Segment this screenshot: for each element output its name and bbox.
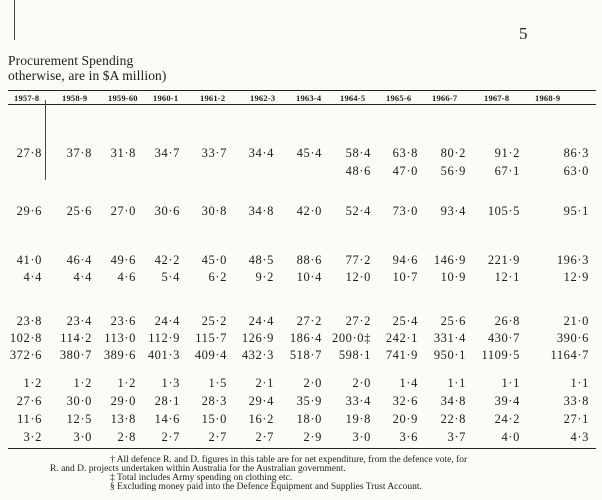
table-cell: 598·1 — [338, 348, 371, 362]
scan-artifact — [14, 0, 15, 40]
table-cell: 2·7 — [208, 430, 227, 444]
table-cell: 35·9 — [296, 394, 322, 408]
table-cell: 4·4 — [23, 270, 42, 284]
table-cell: 105·5 — [487, 204, 520, 218]
column-header: 1963-4 — [296, 93, 322, 103]
table-cell: 31·8 — [110, 146, 136, 160]
table-cell: 4·0 — [501, 430, 520, 444]
table-cell: 113·0 — [104, 331, 136, 345]
table-cell: 32·6 — [392, 394, 418, 408]
table-cell: 16·2 — [248, 412, 274, 426]
table-cell: 95·1 — [563, 204, 589, 218]
table-cell: 56·9 — [440, 164, 466, 178]
table-cell: 39·4 — [494, 394, 520, 408]
table-cell: 146·9 — [433, 253, 466, 267]
table-cell: 45·0 — [201, 253, 227, 267]
table-cell: 24·2 — [494, 412, 520, 426]
table-cell: 518·7 — [289, 348, 322, 362]
table-cell: 33·4 — [345, 394, 371, 408]
table-cell: 114·2 — [60, 331, 92, 345]
table-cell: 1164·7 — [550, 348, 589, 362]
table-cell: 221·9 — [487, 253, 520, 267]
table-cell: 80·2 — [440, 146, 466, 160]
table-cell: 950·1 — [433, 348, 466, 362]
table-cell: 29·0 — [110, 394, 136, 408]
table-cell: 47·0 — [392, 164, 418, 178]
table-cell: 10·7 — [392, 270, 418, 284]
column-header: 1968-9 — [535, 93, 561, 103]
table-cell: 41·0 — [16, 253, 42, 267]
table-cell: 23·4 — [66, 314, 92, 328]
table-cell: 430·7 — [487, 331, 520, 345]
table-cell: 1·2 — [23, 376, 42, 390]
table-cell: 29·4 — [248, 394, 274, 408]
table-cell: 1·1 — [501, 376, 520, 390]
table-cell: 42·0 — [296, 204, 322, 218]
table-cell: 19·8 — [345, 412, 371, 426]
table-cell: 4·4 — [73, 270, 92, 284]
table-cell: 4·3 — [570, 430, 589, 444]
table-cell: 28·1 — [154, 394, 180, 408]
table-cell: 3·0 — [352, 430, 371, 444]
table-cell: 27·2 — [345, 314, 371, 328]
table-cell: 196·3 — [556, 253, 589, 267]
footnote-dagger-cont: R. and D. projects undertaken within Australia for the Australian government. — [50, 464, 346, 474]
table-cell: 25·2 — [201, 314, 227, 328]
table-cell: 3·2 — [23, 430, 42, 444]
table-cell: 21·0 — [563, 314, 589, 328]
footnote-double-dagger: ‡ Total includes Army spending on clothing etc. — [110, 473, 293, 483]
table-cell: 6·2 — [208, 270, 227, 284]
table-cell: 115·7 — [195, 331, 227, 345]
table-cell: 10·4 — [296, 270, 322, 284]
table-cell: 67·1 — [494, 164, 520, 178]
table-cell: 186·4 — [289, 331, 322, 345]
table-cell: 23·6 — [110, 314, 136, 328]
table-cell: 2·1 — [255, 376, 274, 390]
column-header: 1966-7 — [432, 93, 458, 103]
table-cell: 33·7 — [201, 146, 227, 160]
table-cell: 42·2 — [154, 253, 180, 267]
table-cell: 389·6 — [103, 348, 136, 362]
table-cell: 25·4 — [392, 314, 418, 328]
table-cell: 28·3 — [201, 394, 227, 408]
table-cell: 20·9 — [392, 412, 418, 426]
table-cell: 432·3 — [241, 348, 274, 362]
table-cell: 13·8 — [110, 412, 136, 426]
table-cell: 63·0 — [563, 164, 589, 178]
table-cell: 34·8 — [248, 204, 274, 218]
table-title: Procurement Spending — [8, 53, 134, 68]
table-cell: 1·1 — [570, 376, 589, 390]
table-cell: 37·8 — [66, 146, 92, 160]
column-header: 1964-5 — [340, 93, 366, 103]
table-cell: 29·6 — [16, 204, 42, 218]
footnote-section: § Excluding money paid into the Defence Equipment and Supplies Trust Account. — [110, 482, 422, 492]
table-cell: 25·6 — [66, 204, 92, 218]
table-cell: 1·1 — [447, 376, 466, 390]
table-cell: 372·6 — [9, 348, 42, 362]
table-cell: 34·4 — [248, 146, 274, 160]
table-cell: 45·4 — [296, 146, 322, 160]
table-cell: 3·6 — [399, 430, 418, 444]
table-cell: 2·8 — [117, 430, 136, 444]
table-cell: 12·0 — [345, 270, 371, 284]
table-cell: 102·8 — [9, 331, 42, 345]
table-cell: 18·0 — [296, 412, 322, 426]
table-cell: 409·4 — [194, 348, 227, 362]
table-cell: 73·0 — [392, 204, 418, 218]
column-header: 1958-9 — [62, 93, 88, 103]
table-cell: 58·4 — [345, 146, 371, 160]
table-cell: 30·8 — [201, 204, 227, 218]
table-cell: 22·8 — [440, 412, 466, 426]
column-header: 1957-8 — [14, 93, 40, 103]
table-cell: 10·9 — [440, 270, 466, 284]
table-cell: 27·1 — [563, 412, 589, 426]
table-cell: 112·9 — [148, 331, 180, 345]
table-cell: 3·0 — [73, 430, 92, 444]
table-cell: 34·8 — [440, 394, 466, 408]
table-cell: 77·2 — [345, 253, 371, 267]
table-cell: 2·0 — [352, 376, 371, 390]
column-header: 1960-1 — [153, 93, 179, 103]
table-cell: 380·7 — [59, 348, 92, 362]
table-cell: 15·0 — [201, 412, 227, 426]
table-cell: 741·9 — [385, 348, 418, 362]
table-cell: 86·3 — [563, 146, 589, 160]
table-cell: 2·9 — [303, 430, 322, 444]
table-cell: 93·4 — [440, 204, 466, 218]
table-cell: 1109·5 — [481, 348, 520, 362]
column-header: 1965-6 — [386, 93, 412, 103]
table-cell: 11·6 — [17, 412, 42, 426]
bottom-rule — [8, 448, 596, 449]
table-cell: 331·4 — [433, 331, 466, 345]
table-cell: 390·6 — [556, 331, 589, 345]
table-cell: 48·6 — [345, 164, 371, 178]
table-cell: 34·7 — [154, 146, 180, 160]
column-header: 1962-3 — [250, 93, 276, 103]
table-cell: 2·0 — [303, 376, 322, 390]
table-cell: 30·0 — [66, 394, 92, 408]
table-cell: 12·1 — [494, 270, 520, 284]
table-cell: 27·6 — [16, 394, 42, 408]
table-cell: 25·6 — [440, 314, 466, 328]
table-cell: 63·8 — [392, 146, 418, 160]
table-cell: 94·6 — [392, 253, 418, 267]
table-cell: 4·6 — [117, 270, 136, 284]
table-cell: 1·2 — [73, 376, 92, 390]
table-cell: 26·8 — [494, 314, 520, 328]
table-cell: 3·7 — [447, 430, 466, 444]
table-cell: 48·5 — [248, 253, 274, 267]
table-cell: 126·9 — [241, 331, 274, 345]
table-cell: 24·4 — [248, 314, 274, 328]
table-cell: 24·4 — [154, 314, 180, 328]
table-cell: 91·2 — [494, 146, 520, 160]
table-cell: 2·7 — [161, 430, 180, 444]
table-cell: 14·6 — [154, 412, 180, 426]
table-cell: 9·2 — [255, 270, 274, 284]
column-header: 1967-8 — [484, 93, 510, 103]
table-cell: 242·1 — [385, 331, 418, 345]
table-cell: 27·2 — [296, 314, 322, 328]
table-cell: 88·6 — [296, 253, 322, 267]
table-cell: 27·8 — [16, 146, 42, 160]
table-cell: 5·4 — [161, 270, 180, 284]
table-cell: 12·9 — [563, 270, 589, 284]
table-cell: 401·3 — [147, 348, 180, 362]
table-cell: 33·8 — [563, 394, 589, 408]
table-cell: 12·5 — [66, 412, 92, 426]
table-cell: 1·3 — [161, 376, 180, 390]
page-number: 5 — [519, 24, 528, 43]
scan-artifact — [45, 100, 46, 180]
table-cell: 30·6 — [154, 204, 180, 218]
column-header: 1961-2 — [200, 93, 226, 103]
table-cell: 46·4 — [66, 253, 92, 267]
table-cell: 23·8 — [16, 314, 42, 328]
table-cell: 1·2 — [117, 376, 136, 390]
table-cell: 1·5 — [208, 376, 227, 390]
table-cell: 2·7 — [255, 430, 274, 444]
table-cell: 49·6 — [110, 253, 136, 267]
table-cell: 1·4 — [399, 376, 418, 390]
table-subtitle: otherwise, are in $A million) — [8, 68, 167, 83]
table-cell: 200·0‡ — [331, 331, 371, 345]
column-header: 1959-60 — [108, 93, 138, 103]
table-cell: 52·4 — [345, 204, 371, 218]
table-cell: 27·0 — [110, 204, 136, 218]
footnote-dagger: † All defence R. and D. figures in this table are for net expenditure, from the defence vote, for — [110, 455, 468, 465]
